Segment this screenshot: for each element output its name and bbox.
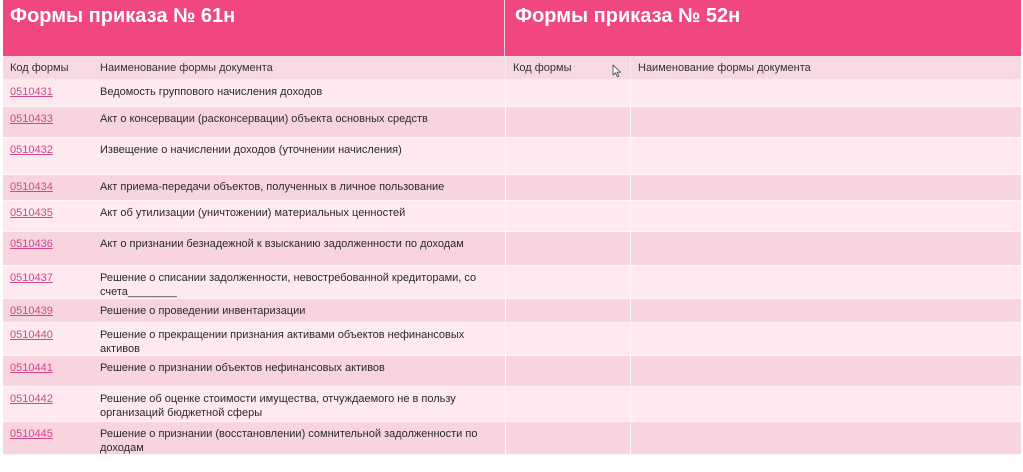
- form-name-text: Извещение о начислении доходов (уточнении начисления): [100, 144, 402, 156]
- form-code-cell: [3, 323, 93, 356]
- form-code-cell: [3, 422, 93, 455]
- right-name-cell-empty: [630, 138, 1021, 175]
- right-code-cell-empty: [505, 266, 630, 299]
- right-col-name-header: Наименование формы документа: [630, 56, 1021, 80]
- form-code-cell: [3, 201, 93, 232]
- form-code-cell: [3, 80, 93, 107]
- right-code-cell-empty: [505, 356, 630, 387]
- form-code-cell: [3, 107, 93, 138]
- left-col-name-header: Наименование формы документа: [93, 56, 505, 80]
- form-name-cell: [93, 201, 505, 232]
- form-name-cell: [93, 387, 505, 422]
- right-name-cell-empty: [630, 323, 1021, 356]
- right-code-cell-empty: [505, 175, 630, 201]
- right-name-cell-empty: [630, 232, 1021, 266]
- form-code-link[interactable]: 0510437: [10, 272, 53, 284]
- left-col-code-header: Код формы: [3, 56, 93, 80]
- form-code-cell: [3, 266, 93, 299]
- form-name-cell: [93, 299, 505, 323]
- form-code-cell: [3, 175, 93, 201]
- right-table-title: Формы приказа № 52н: [505, 0, 1021, 56]
- form-name-text: Акт о признании безнадежной к взысканию задолженности по доходам: [100, 238, 464, 250]
- right-name-cell-empty: [630, 299, 1021, 323]
- form-code-link[interactable]: 0510434: [10, 181, 53, 193]
- form-code-link[interactable]: 0510433: [10, 113, 53, 125]
- form-name-cell: [93, 356, 505, 387]
- form-code-link[interactable]: 0510442: [10, 393, 53, 405]
- right-code-cell-empty: [505, 107, 630, 138]
- form-name-cell: [93, 422, 505, 455]
- right-code-cell-empty: [505, 422, 630, 455]
- form-code-cell: [3, 299, 93, 323]
- left-table-title: Формы приказа № 61н: [3, 0, 505, 56]
- form-name-cell: [93, 80, 505, 107]
- form-code-cell: [3, 387, 93, 422]
- form-name-text: Решение о признании объектов нефинансовых активов: [100, 362, 385, 374]
- form-code-link[interactable]: 0510441: [10, 362, 53, 374]
- mouse-pointer-icon: [612, 64, 622, 78]
- form-code-link[interactable]: 0510439: [10, 305, 53, 317]
- form-name-text: Акт об утилизации (уничтожении) материальных ценностей: [100, 207, 406, 219]
- right-code-cell-empty: [505, 201, 630, 232]
- form-name-text: Решение о проведении инвентаризации: [100, 305, 306, 317]
- form-name-text: Акт о консервации (расконсервации) объекта основных средств: [100, 113, 428, 125]
- form-name-cell: [93, 107, 505, 138]
- form-name-cell: [93, 175, 505, 201]
- right-name-cell-empty: [630, 80, 1021, 107]
- form-code-link[interactable]: 0510445: [10, 428, 53, 440]
- form-code-link[interactable]: 0510436: [10, 238, 53, 250]
- form-code-cell: [3, 232, 93, 266]
- form-name-cell: [93, 266, 505, 299]
- form-name-text: Решение о признании (восстановлении) сомнительной задолженности по доходам: [100, 428, 478, 454]
- right-name-cell-empty: [630, 266, 1021, 299]
- right-name-cell-empty: [630, 422, 1021, 455]
- right-name-cell-empty: [630, 201, 1021, 232]
- form-name-cell: [93, 323, 505, 356]
- form-name-text: Решение о списании задолженности, невостребованной кредиторами, со счета________: [100, 272, 477, 298]
- form-code-link[interactable]: 0510440: [10, 329, 53, 341]
- right-code-cell-empty: [505, 387, 630, 422]
- form-name-text: Решение об оценке стоимости имущества, отчуждаемого не в пользу организаций бюджетной сферы: [100, 393, 456, 419]
- form-name-text: Решение о прекращении признания активами объектов нефинансовых активов: [100, 329, 465, 355]
- forms-table: [3, 0, 1021, 455]
- form-name-text: Акт приема-передачи объектов, полученных в личное пользование: [100, 181, 445, 193]
- right-code-cell-empty: [505, 232, 630, 266]
- right-name-cell-empty: [630, 356, 1021, 387]
- form-name-cell: [93, 138, 505, 175]
- right-col-code-header: Код формы: [505, 56, 630, 80]
- right-code-cell-empty: [505, 80, 630, 107]
- right-name-cell-empty: [630, 387, 1021, 422]
- right-code-cell-empty: [505, 299, 630, 323]
- right-code-cell-empty: [505, 138, 630, 175]
- right-name-cell-empty: [630, 107, 1021, 138]
- form-code-link[interactable]: 0510431: [10, 86, 53, 98]
- form-code-link[interactable]: 0510432: [10, 144, 53, 156]
- form-code-link[interactable]: 0510435: [10, 207, 53, 219]
- right-name-cell-empty: [630, 175, 1021, 201]
- right-code-cell-empty: [505, 323, 630, 356]
- form-code-cell: [3, 138, 93, 175]
- form-name-text: Ведомость группового начисления доходов: [100, 86, 323, 98]
- form-code-cell: [3, 356, 93, 387]
- form-name-cell: [93, 232, 505, 266]
